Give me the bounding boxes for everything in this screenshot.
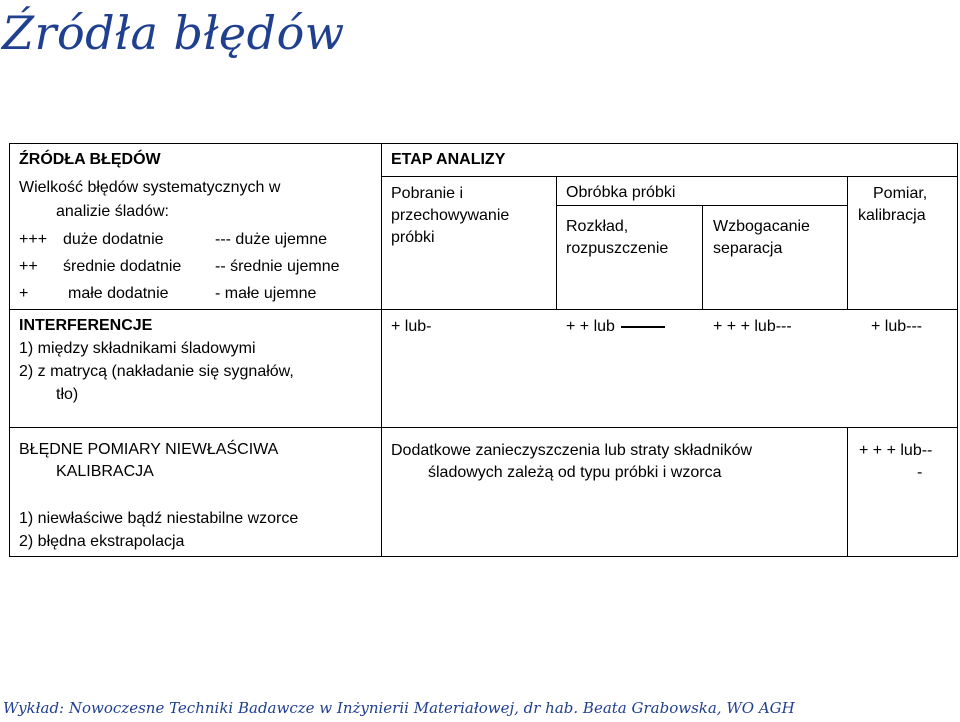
enrichment-line-1: Wzbogacanie [713,218,810,235]
enrichment-line-2: separacja [713,240,783,257]
interference-value-text: + + lub [566,318,620,335]
calibration-heading-2: KALIBRACJA [56,463,154,480]
scale-negative: - małe ujemne [215,285,317,302]
decomposition-line-2: rozpuszczenie [566,240,669,257]
interference-item-1: 1) między składnikami śladowymi [19,340,256,357]
processing-label: Obróbka próbki [566,184,676,201]
interference-value-decomposition [566,317,665,337]
footer-text: Wykład: Nowoczesne Techniki Badawcze w Inżynierii Materiałowej, dr hab. Beata Grabowska, WO AGH [3,699,795,717]
interference-heading: INTERFERENCJE [19,317,153,334]
calibration-item-2: 2) błędna ekstrapolacja [19,533,185,550]
interference-item-2: 2) z matrycą (nakładanie się sygnałów, [19,363,294,380]
calibration-value-1: + + + lub-- [859,442,933,459]
sampling-line-1: Pobranie i [391,185,464,202]
scale-positive: średnie dodatnie [63,258,182,275]
scale-positive: małe dodatnie [68,285,169,302]
sources-heading: ŹRÓDŁA BŁĘDÓW [19,151,161,168]
measurement-line-2: kalibracja [858,207,926,224]
scale-negative: -- średnie ujemne [215,258,340,275]
measurement-line-1: Pomiar, [873,185,928,202]
size-line-2: analizie śladów: [56,203,169,220]
calibration-desc-2: śladowych zależą od typu próbki i wzorca [428,464,722,481]
scale-symbol: +++ [19,231,48,248]
interference-value-enrichment: + + + lub--- [713,318,792,335]
scale-positive: duże dodatnie [63,231,164,248]
scale-negative: --- duże ujemne [215,231,328,248]
interference-item-2b: tło) [56,386,79,403]
calibration-desc-1: Dodatkowe zanieczyszczenia lub straty składników [391,442,753,459]
calibration-heading-1: BŁĘDNE POMIARY NIEWŁAŚCIWA [19,441,279,458]
dash-line [621,326,665,328]
scale-symbol: + [19,285,29,302]
stages-heading: ETAP ANALIZY [391,151,506,168]
calibration-value-2: - [917,464,923,481]
page-title: Źródła błędów [2,6,345,60]
decomposition-line-1: Rozkład, [566,218,629,235]
sampling-line-3: próbki [391,229,435,246]
calibration-item-1: 1) niewłaściwe bądź niestabilne wzorce [19,510,299,527]
scale-symbol: ++ [19,258,38,275]
size-line-1: Wielkość błędów systematycznych w [19,179,281,196]
interference-value-measurement: + lub--- [871,318,923,335]
sampling-line-2: przechowywanie [391,207,510,224]
interference-value-sampling: + lub- [391,318,432,335]
